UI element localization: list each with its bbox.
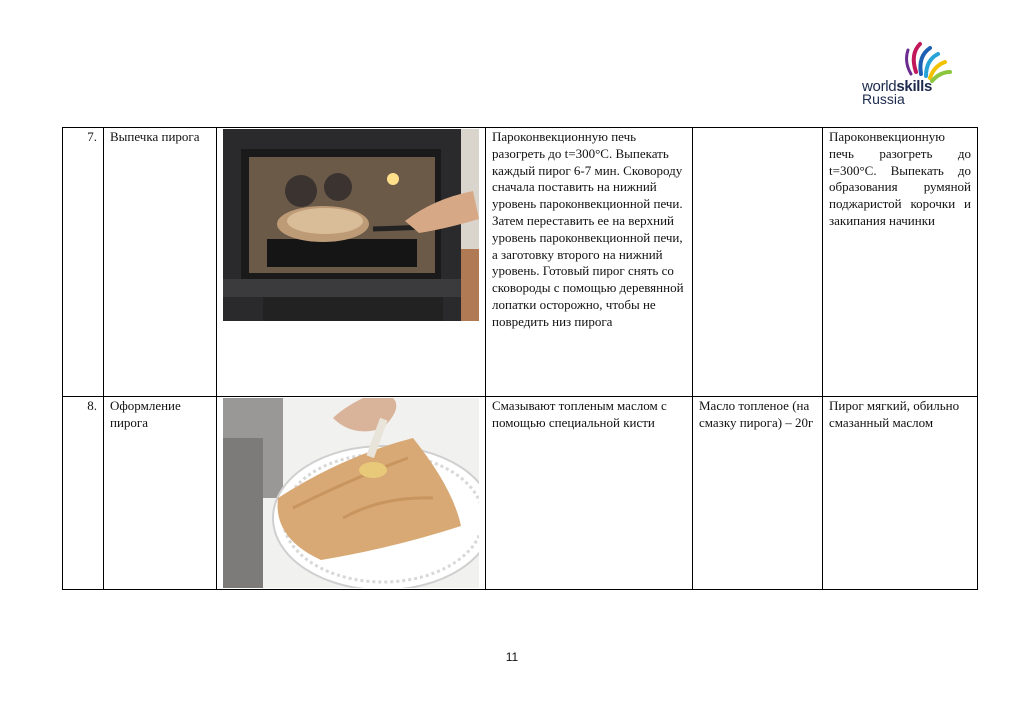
- logo-word-skills: skills: [896, 78, 933, 95]
- pie-brushing-photo: [223, 398, 479, 588]
- step-photo-cell: [217, 128, 486, 397]
- oven-baking-photo: [223, 129, 479, 321]
- worldskills-russia-logo: [858, 40, 958, 112]
- step-title: Выпечка пирога: [104, 128, 217, 397]
- step-number: 7.: [63, 128, 104, 397]
- step-title: Оформление пирога: [104, 397, 217, 590]
- step-number: 8.: [63, 397, 104, 590]
- step-ingredients: [693, 128, 823, 397]
- table-row: [63, 128, 978, 397]
- page-number: 11: [505, 650, 519, 664]
- step-photo-cell: [217, 397, 486, 590]
- step-ingredients: Масло топленое (на смазку пирога) – 20г: [693, 397, 823, 590]
- step-process: Смазывают топленым маслом с помощью специальной кисти: [486, 397, 693, 590]
- step-result: Пароконвекционную печь разогреть до t=300°C. Выпекать до образования румяной поджаристой корочки и закипания начинки: [823, 128, 978, 397]
- logo-word-russia: Russia: [862, 91, 905, 107]
- recipe-table: [62, 127, 978, 590]
- logo-word-world: world: [862, 78, 897, 95]
- step-result: Пирог мягкий, обильно смазанный маслом: [823, 397, 978, 590]
- step-process: Пароконвекционную печь разогреть до t=300°C. Выпекать каждый пирог 6-7 мин. Сковороду сначала поставить на нижний уровень пароконвекционной печи. Затем переставить ее на верхний уровень пароконвекционной печи, а заготовку второго на нижний уровень. Готовый пирог снять со сковороды с помощью деревянной лопатки осторожно, чтобы не повредить низ пирога: [486, 128, 693, 397]
- table-row: [63, 397, 978, 590]
